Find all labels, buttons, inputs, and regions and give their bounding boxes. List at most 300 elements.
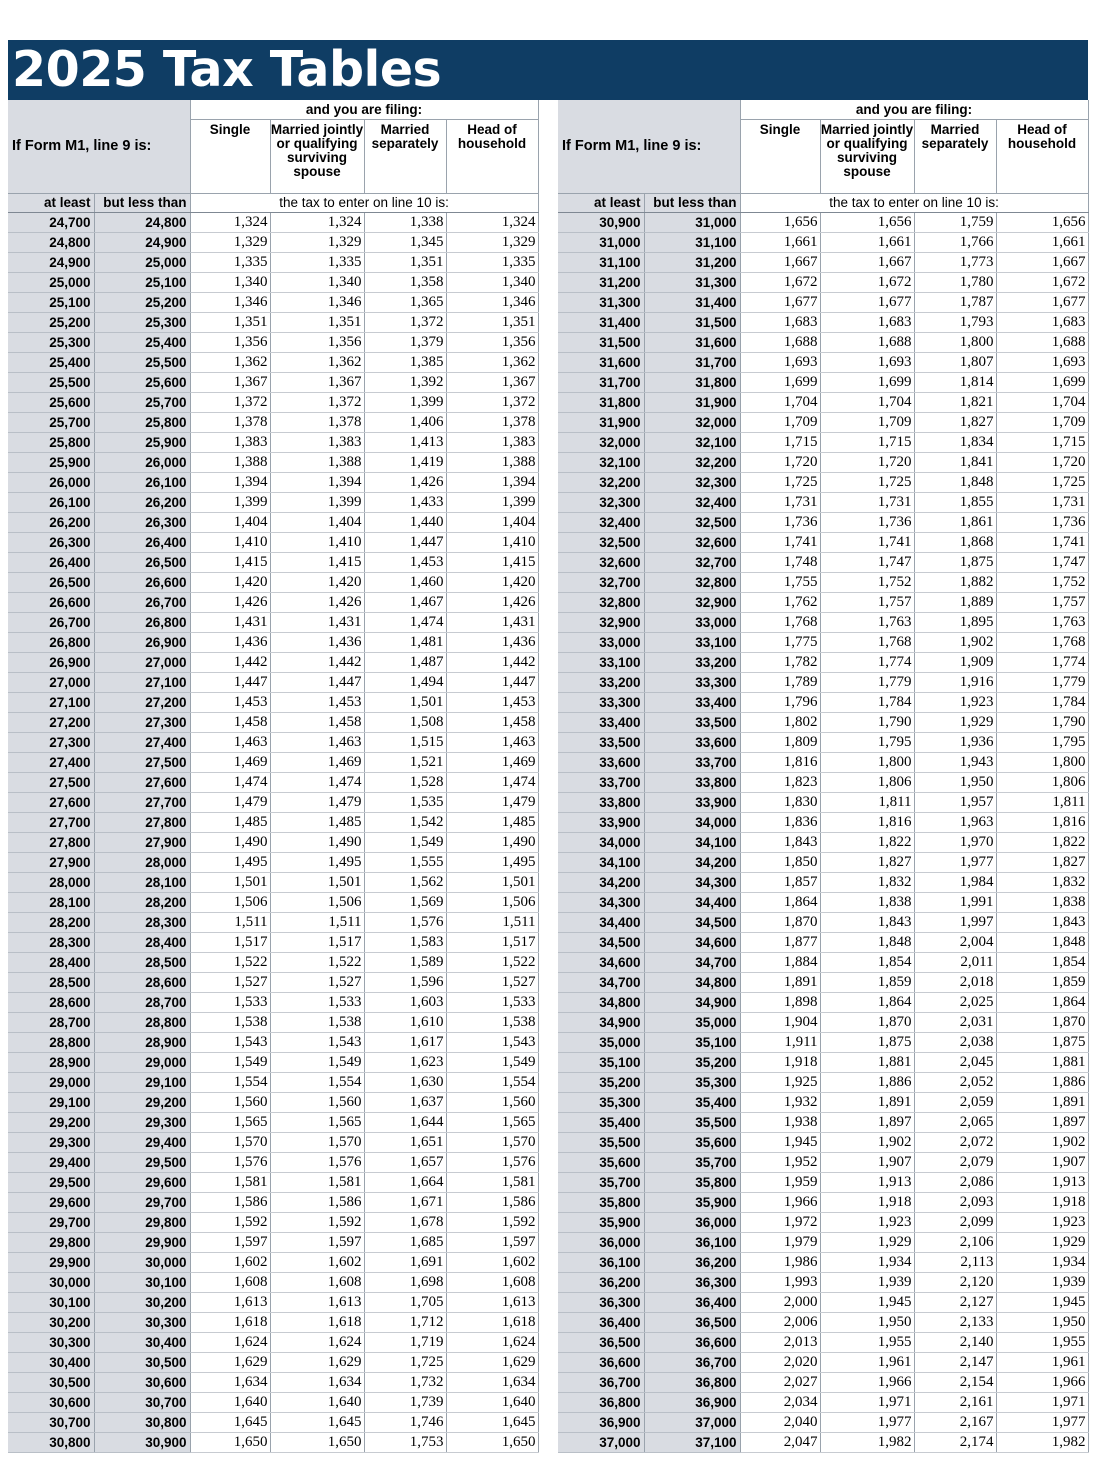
- married-separately-tax-cell: 2,154: [914, 1372, 996, 1392]
- married-jointly-tax-cell: 1,832: [820, 872, 914, 892]
- head-of-household-tax-cell: 1,897: [996, 1112, 1088, 1132]
- at-least-cell: 28,600: [8, 992, 94, 1012]
- table-row: [558, 492, 1088, 512]
- single-tax-cell: 1,463: [190, 732, 270, 752]
- table-row: [558, 992, 1088, 1012]
- at-least-cell: 26,200: [8, 512, 94, 532]
- head-of-household-tax-cell: 1,929: [996, 1232, 1088, 1252]
- head-of-household-tax-cell: 1,426: [446, 592, 538, 612]
- at-least-cell: 29,300: [8, 1132, 94, 1152]
- but-less-than-cell: 35,300: [644, 1072, 740, 1092]
- table-row: [8, 552, 538, 572]
- at-least-cell: 36,800: [558, 1392, 644, 1412]
- head-of-household-tax-cell: 1,442: [446, 652, 538, 672]
- but-less-than-cell: 30,300: [94, 1312, 190, 1332]
- married-jointly-tax-cell: 1,891: [820, 1092, 914, 1112]
- head-of-household-tax-cell: 1,913: [996, 1172, 1088, 1192]
- married-separately-tax-cell: 2,065: [914, 1112, 996, 1132]
- at-least-cell: 32,100: [558, 452, 644, 472]
- single-tax-cell: 1,979: [740, 1232, 820, 1252]
- but-less-than-cell: 29,600: [94, 1172, 190, 1192]
- married-jointly-tax-cell: 1,372: [270, 392, 364, 412]
- married-separately-tax-cell: 1,637: [364, 1092, 446, 1112]
- but-less-than-cell: 24,800: [94, 212, 190, 232]
- married-jointly-tax-cell: 1,699: [820, 372, 914, 392]
- table-row: [8, 1232, 538, 1252]
- but-less-than-cell: 29,400: [94, 1132, 190, 1152]
- single-tax-cell: 1,693: [740, 352, 820, 372]
- at-least-cell: 26,000: [8, 472, 94, 492]
- married-jointly-tax-cell: 1,479: [270, 792, 364, 812]
- single-tax-cell: 1,436: [190, 632, 270, 652]
- single-tax-cell: 1,634: [190, 1372, 270, 1392]
- but-less-than-cell: 35,400: [644, 1092, 740, 1112]
- at-least-cell: 28,300: [8, 932, 94, 952]
- married-separately-tax-cell: 1,508: [364, 712, 446, 732]
- single-tax-cell: 1,410: [190, 532, 270, 552]
- table-row: [558, 312, 1088, 332]
- single-tax-cell: 1,426: [190, 592, 270, 612]
- married-separately-tax-cell: 1,372: [364, 312, 446, 332]
- at-least-cell: 34,900: [558, 1012, 644, 1032]
- married-jointly-tax-cell: 1,672: [820, 272, 914, 292]
- single-tax-cell: 1,624: [190, 1332, 270, 1352]
- table-row: [8, 512, 538, 532]
- married-separately-tax-cell: 2,011: [914, 952, 996, 972]
- but-less-than-cell: 34,600: [644, 932, 740, 952]
- but-less-than-cell: 25,900: [94, 432, 190, 452]
- at-least-cell: 30,000: [8, 1272, 94, 1292]
- at-least-cell: 34,000: [558, 832, 644, 852]
- head-of-household-tax-cell: 1,741: [996, 532, 1088, 552]
- table-row: [8, 1032, 538, 1052]
- married-separately-tax-cell: 1,474: [364, 612, 446, 632]
- married-separately-tax-cell: 1,759: [914, 212, 996, 232]
- married-separately-tax-cell: 1,555: [364, 852, 446, 872]
- married-jointly-tax-cell: 1,816: [820, 812, 914, 832]
- single-tax-cell: 1,762: [740, 592, 820, 612]
- if-form-label: If Form M1, line 9 is:: [8, 100, 190, 193]
- head-of-household-tax-cell: 1,597: [446, 1232, 538, 1252]
- table-row: [558, 1212, 1088, 1232]
- table-row: [558, 452, 1088, 472]
- head-of-household-tax-cell: 1,982: [996, 1432, 1088, 1452]
- married-separately-tax-cell: 1,882: [914, 572, 996, 592]
- at-least-cell: 30,700: [8, 1412, 94, 1432]
- at-least-cell: 26,500: [8, 572, 94, 592]
- single-tax-cell: 1,789: [740, 672, 820, 692]
- married-jointly-tax-cell: 1,629: [270, 1352, 364, 1372]
- table-row: [8, 1392, 538, 1412]
- head-of-household-tax-cell: 1,870: [996, 1012, 1088, 1032]
- single-tax-cell: 1,442: [190, 652, 270, 672]
- single-tax-cell: 1,850: [740, 852, 820, 872]
- single-tax-cell: 1,802: [740, 712, 820, 732]
- head-of-household-tax-cell: 1,533: [446, 992, 538, 1012]
- married-jointly-tax-cell: 1,549: [270, 1052, 364, 1072]
- married-jointly-tax-cell: 1,731: [820, 492, 914, 512]
- married-separately-tax-cell: 1,780: [914, 272, 996, 292]
- but-less-than-cell: 34,400: [644, 892, 740, 912]
- at-least-cell: 35,000: [558, 1032, 644, 1052]
- married-jointly-tax-cell: 1,581: [270, 1172, 364, 1192]
- at-least-cell: 30,800: [8, 1432, 94, 1452]
- married-separately-tax-cell: 1,542: [364, 812, 446, 832]
- table-row: [8, 1252, 538, 1272]
- but-less-than-cell: 31,100: [644, 232, 740, 252]
- table-row: [558, 1232, 1088, 1252]
- head-of-household-tax-cell: 1,394: [446, 472, 538, 492]
- married-separately-tax-cell: 1,630: [364, 1072, 446, 1092]
- but-less-than-cell: 25,200: [94, 292, 190, 312]
- single-tax-cell: 1,522: [190, 952, 270, 972]
- table-row: [558, 472, 1088, 492]
- at-least-cell: 28,700: [8, 1012, 94, 1032]
- married-jointly-tax-cell: 1,715: [820, 432, 914, 452]
- married-separately-tax-cell: 1,923: [914, 692, 996, 712]
- table-row: [558, 432, 1088, 452]
- head-of-household-tax-cell: 1,410: [446, 532, 538, 552]
- married-separately-tax-cell: 1,753: [364, 1432, 446, 1452]
- head-of-household-tax-cell: 1,346: [446, 292, 538, 312]
- head-of-household-tax-cell: 1,693: [996, 352, 1088, 372]
- head-of-household-tax-cell: 1,950: [996, 1312, 1088, 1332]
- married-separately-tax-cell: 1,433: [364, 492, 446, 512]
- married-jointly-tax-cell: 1,335: [270, 252, 364, 272]
- married-jointly-tax-cell: 1,453: [270, 692, 364, 712]
- single-tax-cell: 1,864: [740, 892, 820, 912]
- table-row: [8, 672, 538, 692]
- married-jointly-tax-cell: 1,565: [270, 1112, 364, 1132]
- head-of-household-tax-cell: 1,688: [996, 332, 1088, 352]
- table-row: [558, 232, 1088, 252]
- single-tax-cell: 1,335: [190, 252, 270, 272]
- but-less-than-cell: 29,900: [94, 1232, 190, 1252]
- table-row: [558, 512, 1088, 532]
- but-less-than-cell: 25,800: [94, 412, 190, 432]
- table-row: [558, 1412, 1088, 1432]
- single-tax-cell: 1,592: [190, 1212, 270, 1232]
- at-least-cell: 27,900: [8, 852, 94, 872]
- head-of-household-tax-cell: 1,790: [996, 712, 1088, 732]
- married-jointly-tax-cell: 1,955: [820, 1332, 914, 1352]
- married-jointly-tax-cell: 1,704: [820, 392, 914, 412]
- head-of-household-tax-cell: 1,891: [996, 1092, 1088, 1112]
- married-separately-tax-cell: 2,133: [914, 1312, 996, 1332]
- but-less-than-cell: 26,900: [94, 632, 190, 652]
- at-least-cell: 29,900: [8, 1252, 94, 1272]
- table-row: [8, 712, 538, 732]
- head-of-household-tax-cell: 1,570: [446, 1132, 538, 1152]
- at-least-cell: 31,000: [558, 232, 644, 252]
- single-column-header: Single: [190, 119, 270, 193]
- at-least-cell: 36,500: [558, 1332, 644, 1352]
- married-separately-tax-cell: 2,106: [914, 1232, 996, 1252]
- at-least-cell: 27,000: [8, 672, 94, 692]
- married-separately-tax-cell: 1,426: [364, 472, 446, 492]
- head-of-household-tax-cell: 1,624: [446, 1332, 538, 1352]
- married-jointly-tax-cell: 1,586: [270, 1192, 364, 1212]
- at-least-cell: 34,700: [558, 972, 644, 992]
- married-jointly-tax-cell: 1,881: [820, 1052, 914, 1072]
- but-less-than-cell: 26,300: [94, 512, 190, 532]
- head-of-household-tax-cell: 1,939: [996, 1272, 1088, 1292]
- married-separately-tax-cell: 1,419: [364, 452, 446, 472]
- single-tax-cell: 1,823: [740, 772, 820, 792]
- married-separately-tax-cell: 1,644: [364, 1112, 446, 1132]
- tax-note-header: the tax to enter on line 10 is:: [190, 193, 538, 212]
- married-jointly-tax-cell: 1,399: [270, 492, 364, 512]
- married-separately-tax-cell: 1,746: [364, 1412, 446, 1432]
- married-jointly-tax-cell: 1,859: [820, 972, 914, 992]
- married-separately-tax-cell: 2,072: [914, 1132, 996, 1152]
- married-separately-tax-cell: 2,099: [914, 1212, 996, 1232]
- table-row: [8, 312, 538, 332]
- at-least-cell: 33,400: [558, 712, 644, 732]
- single-tax-cell: 1,356: [190, 332, 270, 352]
- single-tax-cell: 1,768: [740, 612, 820, 632]
- head-of-household-tax-cell: 1,463: [446, 732, 538, 752]
- married-jointly-tax-cell: 1,822: [820, 832, 914, 852]
- head-of-household-tax-cell: 1,725: [996, 472, 1088, 492]
- but-less-than-cell: 34,300: [644, 872, 740, 892]
- but-less-than-cell: 30,800: [94, 1412, 190, 1432]
- but-less-than-cell: 25,000: [94, 252, 190, 272]
- married-jointly-tax-cell: 1,747: [820, 552, 914, 572]
- married-separately-tax-cell: 1,848: [914, 472, 996, 492]
- at-least-cell: 36,600: [558, 1352, 644, 1372]
- head-of-household-tax-cell: 1,372: [446, 392, 538, 412]
- married-jointly-tax-cell: 1,683: [820, 312, 914, 332]
- at-least-cell: 31,900: [558, 412, 644, 432]
- at-least-cell: 29,200: [8, 1112, 94, 1132]
- but-less-than-cell: 30,000: [94, 1252, 190, 1272]
- head-of-household-tax-cell: 1,404: [446, 512, 538, 532]
- single-tax-cell: 1,870: [740, 912, 820, 932]
- married-separately-tax-cell: 1,834: [914, 432, 996, 452]
- table-row: [8, 912, 538, 932]
- but-less-than-cell: 32,500: [644, 512, 740, 532]
- single-tax-cell: 1,741: [740, 532, 820, 552]
- at-least-cell: 33,800: [558, 792, 644, 812]
- single-tax-cell: 1,608: [190, 1272, 270, 1292]
- married-jointly-tax-cell: 1,420: [270, 572, 364, 592]
- head-of-household-tax-cell: 1,747: [996, 552, 1088, 572]
- at-least-cell: 27,700: [8, 812, 94, 832]
- table-row: [8, 972, 538, 992]
- but-less-than-cell: 26,000: [94, 452, 190, 472]
- single-tax-cell: 1,586: [190, 1192, 270, 1212]
- table-row: [558, 412, 1088, 432]
- married-jointly-tax-cell: 1,426: [270, 592, 364, 612]
- table-row: [8, 1012, 538, 1032]
- married-separately-tax-cell: 1,460: [364, 572, 446, 592]
- single-tax-cell: 2,020: [740, 1352, 820, 1372]
- table-row: [558, 772, 1088, 792]
- married-separately-tax-cell: 1,821: [914, 392, 996, 412]
- but-less-than-cell: 33,000: [644, 612, 740, 632]
- single-tax-cell: 1,836: [740, 812, 820, 832]
- table-row: [558, 972, 1088, 992]
- at-least-cell: 32,800: [558, 592, 644, 612]
- married-separately-tax-cell: 1,515: [364, 732, 446, 752]
- head-of-household-tax-cell: 1,667: [996, 252, 1088, 272]
- table-row: [558, 792, 1088, 812]
- married-separately-tax-cell: 1,603: [364, 992, 446, 1012]
- but-less-than-cell: 34,900: [644, 992, 740, 1012]
- head-of-household-tax-cell: 1,351: [446, 312, 538, 332]
- married-separately-tax-cell: 1,929: [914, 712, 996, 732]
- married-jointly-tax-cell: 1,693: [820, 352, 914, 372]
- head-of-household-tax-cell: 1,709: [996, 412, 1088, 432]
- married-separately-tax-cell: 1,467: [364, 592, 446, 612]
- married-separately-tax-cell: 1,501: [364, 692, 446, 712]
- head-of-household-tax-cell: 1,966: [996, 1372, 1088, 1392]
- head-of-household-tax-cell: 1,875: [996, 1032, 1088, 1052]
- married-jointly-tax-cell: 1,340: [270, 272, 364, 292]
- single-tax-cell: 1,993: [740, 1272, 820, 1292]
- head-of-household-tax-cell: 1,527: [446, 972, 538, 992]
- married-separately-tax-cell: 1,413: [364, 432, 446, 452]
- married-jointly-tax-cell: 1,378: [270, 412, 364, 432]
- married-separately-tax-cell: 2,031: [914, 1012, 996, 1032]
- table-row: [8, 292, 538, 312]
- married-jointly-tax-cell: 1,645: [270, 1412, 364, 1432]
- married-jointly-tax-cell: 1,971: [820, 1392, 914, 1412]
- at-least-cell: 30,400: [8, 1352, 94, 1372]
- married-jointly-tax-cell: 1,501: [270, 872, 364, 892]
- married-jointly-tax-cell: 1,779: [820, 672, 914, 692]
- head-of-household-tax-cell: 1,832: [996, 872, 1088, 892]
- head-of-household-tax-cell: 1,854: [996, 952, 1088, 972]
- single-tax-cell: 1,394: [190, 472, 270, 492]
- married-separately-tax-cell: 1,494: [364, 672, 446, 692]
- single-tax-cell: 1,618: [190, 1312, 270, 1332]
- but-less-than-cell: 33,400: [644, 692, 740, 712]
- married-separately-tax-cell: 1,909: [914, 652, 996, 672]
- table-row: [8, 272, 538, 292]
- head-of-household-tax-cell: 1,977: [996, 1412, 1088, 1432]
- table-row: [8, 1352, 538, 1372]
- table-row: [8, 992, 538, 1012]
- but-less-than-cell: 33,200: [644, 652, 740, 672]
- married-separately-tax-cell: 1,385: [364, 352, 446, 372]
- married-jointly-tax-cell: 1,383: [270, 432, 364, 452]
- single-tax-cell: 1,667: [740, 252, 820, 272]
- at-least-cell: 31,800: [558, 392, 644, 412]
- but-less-than-cell: 34,500: [644, 912, 740, 932]
- married-separately-tax-cell: 1,358: [364, 272, 446, 292]
- but-less-than-cell: 28,200: [94, 892, 190, 912]
- table-row: [8, 332, 538, 352]
- head-of-household-tax-cell: 1,378: [446, 412, 538, 432]
- table-row: [8, 812, 538, 832]
- table-row: [558, 1372, 1088, 1392]
- single-tax-cell: 1,576: [190, 1152, 270, 1172]
- table-row: [8, 1332, 538, 1352]
- single-tax-cell: 1,346: [190, 292, 270, 312]
- married-separately-tax-cell: 1,447: [364, 532, 446, 552]
- single-tax-cell: 1,677: [740, 292, 820, 312]
- married-separately-tax-cell: 2,140: [914, 1332, 996, 1352]
- single-tax-cell: 1,755: [740, 572, 820, 592]
- married-separately-tax-cell: 1,623: [364, 1052, 446, 1072]
- married-separately-tax-cell: 1,338: [364, 212, 446, 232]
- table-row: [8, 1132, 538, 1152]
- head-of-household-tax-cell: 1,800: [996, 752, 1088, 772]
- table-row: [558, 812, 1088, 832]
- but-less-than-cell: 35,900: [644, 1192, 740, 1212]
- single-tax-cell: 1,877: [740, 932, 820, 952]
- married-separately-tax-cell: 2,147: [914, 1352, 996, 1372]
- table-row: [558, 352, 1088, 372]
- single-tax-cell: 1,415: [190, 552, 270, 572]
- but-less-than-cell: 37,000: [644, 1412, 740, 1432]
- table-row: [558, 1072, 1088, 1092]
- head-of-household-tax-cell: 1,907: [996, 1152, 1088, 1172]
- at-least-cell: 27,300: [8, 732, 94, 752]
- at-least-cell: 33,600: [558, 752, 644, 772]
- head-of-household-tax-cell: 1,495: [446, 852, 538, 872]
- at-least-header: at least: [8, 193, 94, 212]
- at-least-cell: 36,100: [558, 1252, 644, 1272]
- but-less-than-cell: 29,700: [94, 1192, 190, 1212]
- table-row: [8, 832, 538, 852]
- married-separately-tax-cell: 1,562: [364, 872, 446, 892]
- single-tax-cell: 1,945: [740, 1132, 820, 1152]
- at-least-cell: 28,000: [8, 872, 94, 892]
- at-least-cell: 31,200: [558, 272, 644, 292]
- but-less-than-cell: 27,500: [94, 752, 190, 772]
- head-of-household-tax-cell: 1,335: [446, 252, 538, 272]
- single-tax-cell: 2,027: [740, 1372, 820, 1392]
- at-least-cell: 26,800: [8, 632, 94, 652]
- married-separately-tax-cell: 2,161: [914, 1392, 996, 1412]
- table-row: [8, 452, 538, 472]
- at-least-cell: 32,900: [558, 612, 644, 632]
- at-least-cell: 29,700: [8, 1212, 94, 1232]
- head-of-household-tax-cell: 1,864: [996, 992, 1088, 1012]
- single-tax-cell: 1,388: [190, 452, 270, 472]
- head-of-household-tax-cell: 1,458: [446, 712, 538, 732]
- at-least-cell: 25,700: [8, 412, 94, 432]
- married-jointly-tax-cell: 1,436: [270, 632, 364, 652]
- married-jointly-tax-cell: 1,613: [270, 1292, 364, 1312]
- at-least-cell: 31,100: [558, 252, 644, 272]
- but-less-than-cell: 32,600: [644, 532, 740, 552]
- but-less-than-cell: 35,700: [644, 1152, 740, 1172]
- married-jointly-tax-cell: 1,597: [270, 1232, 364, 1252]
- single-tax-cell: 1,383: [190, 432, 270, 452]
- at-least-cell: 25,100: [8, 292, 94, 312]
- table-row: [8, 612, 538, 632]
- single-tax-cell: 1,538: [190, 1012, 270, 1032]
- head-of-household-tax-cell: 1,431: [446, 612, 538, 632]
- head-of-household-tax-cell: 1,822: [996, 832, 1088, 852]
- table-row: [558, 1352, 1088, 1372]
- married-jointly-tax-cell: 1,560: [270, 1092, 364, 1112]
- married-separately-tax-cell: 2,174: [914, 1432, 996, 1452]
- head-of-household-tax-cell: 1,699: [996, 372, 1088, 392]
- but-less-than-cell: 32,900: [644, 592, 740, 612]
- single-tax-cell: 1,570: [190, 1132, 270, 1152]
- but-less-than-cell: 36,900: [644, 1392, 740, 1412]
- at-least-cell: 33,900: [558, 812, 644, 832]
- head-of-household-tax-cell: 1,549: [446, 1052, 538, 1072]
- single-tax-cell: 1,782: [740, 652, 820, 672]
- at-least-cell: 25,400: [8, 352, 94, 372]
- table-row: [558, 752, 1088, 772]
